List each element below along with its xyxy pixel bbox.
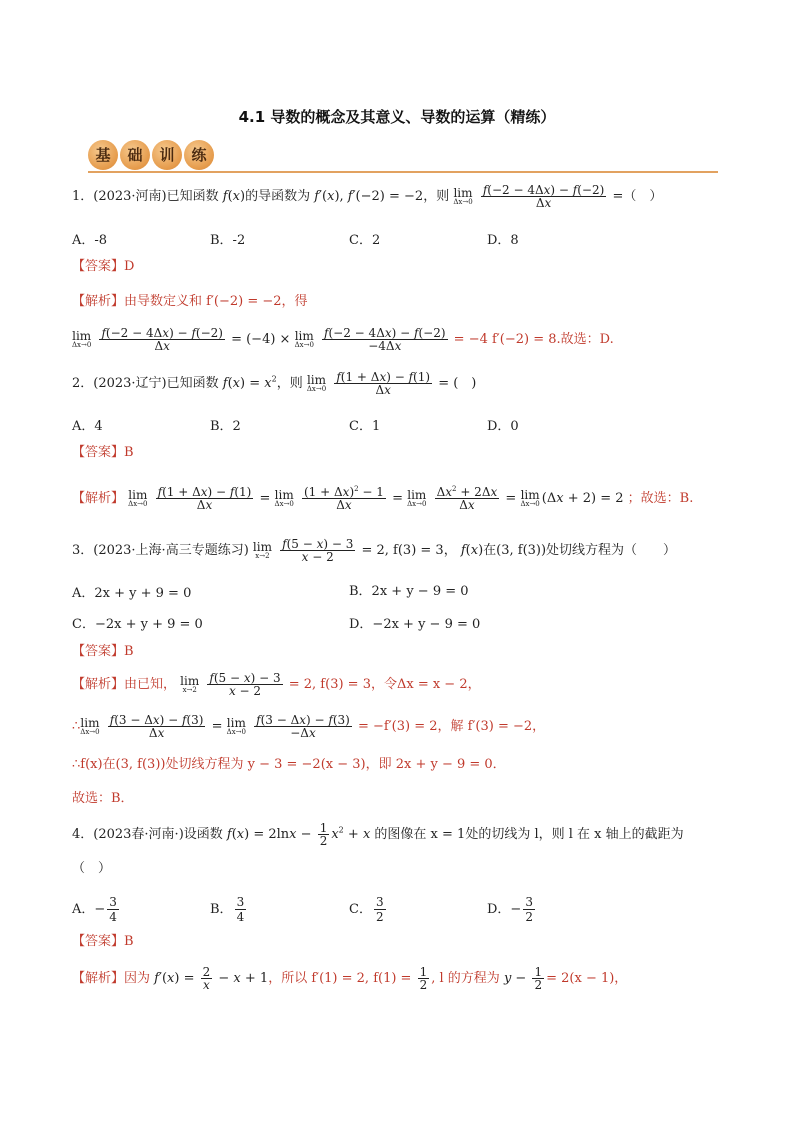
q3-analysis-1b: = 2, f(3) = 3，令Δx = x − 2， xyxy=(288,677,481,692)
q1-option-b: B．-2 xyxy=(210,233,246,248)
q4-option-b xyxy=(210,895,248,924)
section-badge-4: 练 xyxy=(184,140,214,170)
q4-analysis-c: , l 的方程为 xyxy=(431,971,500,986)
q4-option-b-numerator: 3 xyxy=(236,895,245,909)
q2-analysis: 【解析】 lim Δx→0 $\frac{f(1 + \Delta x) - f(1)}{\Delta x}$ = lim Δx→0 $\frac{(1 + \Delta x)^2 - 1}{\Delta x}$ = lim Δx→0 $\frac{\Delta x^2 + 2\Delta x}{\Delta x}$ = lim Δx→0 (Δx + 2) = 2 ；故选：B. xyxy=(72,485,694,512)
q1-stem-text-c: ，则 xyxy=(423,189,450,204)
q2-analysis-label: 【解析】 xyxy=(72,491,125,506)
q4-option-a-numerator: 3 xyxy=(109,895,117,909)
q4-option-c-numerator: 3 xyxy=(375,895,384,909)
q1-stem-text-b: 的导函数为 xyxy=(245,189,311,204)
q3-option-d: D．−2x + y − 9 = 0 xyxy=(349,617,481,632)
q2-stem-text-a: 2．(2023·辽宁)已知函数 xyxy=(72,376,219,391)
q4-analysis: 【解析】因为 f′(x) = $\frac{2}{x}$ − x + 1，所以 f′(1) = 2, f(1) = $\frac{1}{2}$ , l 的方程为 y − $\frac{1}{2}$ = 2(x − 1)， xyxy=(72,965,628,992)
q3-analysis-line2: ∴ lim Δx→0 $\frac{f(3 - \Delta x) - f(3)}{\Delta x}$ = lim Δx→0 $\frac{f(3 - \Delta x) - f(3)}{-\Delta x}$ = −f′(3) = 2，解 f′(3) = −2， xyxy=(72,713,546,740)
q1-analysis-equation: lim Δx→0 $\frac{f(-2 - 4\Delta x) - f(-2)}{\Delta x}$ = (−4) × lim Δx→0 $\frac{f(-2 - 4\Delta x) - f(-2)}{-4\Delta x}$ = −4 f′(−2) = 8.故选：D. xyxy=(72,326,614,353)
q3-option-a: A．2x + y + 9 = 0 xyxy=(72,586,192,601)
q2-option-c: C．1 xyxy=(349,419,381,434)
section-badge-1: 基 xyxy=(88,140,118,170)
q4-option-d-label: D．− xyxy=(487,902,522,917)
q3-stem-text-b: = 2, f(3) = 3， xyxy=(361,543,457,558)
q3-option-b: B．2x + y − 9 = 0 xyxy=(349,584,469,599)
q1-analysis-intro xyxy=(72,295,308,308)
q1-analysis-equation-end: = −4 f′(−2) = 8.故选：D. xyxy=(453,332,614,347)
q4-option-b-label: B． xyxy=(210,902,233,917)
q3-conclusion: 故选：B． xyxy=(72,791,134,806)
q3-stem-text-a: 3．(2023·上海·高三专题练习) xyxy=(72,543,249,558)
section-badge-3: 训 xyxy=(152,140,182,170)
q2-answer: 【答案】B xyxy=(72,445,134,460)
q3-answer: 【答案】B xyxy=(72,644,134,659)
q4-option-c xyxy=(349,895,388,924)
q3-option-c: C．−2x + y + 9 = 0 xyxy=(72,617,203,632)
q4-stem: 4．(2023春·河南·)设函数 f(x) = 2lnx − $\frac{1}{2}$ $x^2 + x$ 的图像在 x = 1处的切线为 l，则 l 在 x 轴上的截距为 xyxy=(72,821,684,848)
q4-option-c-label: C． xyxy=(349,902,372,917)
q1-option-d: D．8 xyxy=(487,233,519,248)
page-title: 4.1 导数的概念及其意义、导数的运算（精练） xyxy=(238,108,556,126)
q4-analysis-b: ，所以 f′(1) = 2, f(1) = xyxy=(268,971,412,986)
q1-option-c: C．2 xyxy=(349,233,381,248)
q2-stem: 2．(2023·辽宁)已知函数 $f(x) = x^2$，则 lim Δx→0 $\frac{f(1 + \Delta x) - f(1)}{\Delta x}$ = ( ) xyxy=(72,370,477,397)
q4-option-b-denominator: 4 xyxy=(236,910,245,924)
section-header-basic-training xyxy=(88,140,218,172)
q3-analysis-line1: 【解析】由已知， lim x→2 $\frac{f(5 - x) - 3}{x - 2}$ = 2, f(3) = 3，令Δx = x − 2， xyxy=(72,671,481,698)
q4-option-d-denominator: 2 xyxy=(525,910,533,924)
q3-analysis-label: 【解析】 xyxy=(72,677,125,692)
q2-analysis-end: ；故选：B. xyxy=(627,491,694,506)
q1-analysis-label: 【解析】 xyxy=(72,294,125,309)
q1-stem: 1．(2023·河南)已知函数 f(x)的导函数为 f′(x), f′(−2) = −2，则 lim Δx→0 $\frac{f(-2 - 4\Delta x) - f(-2)}{\Delta x}$ =（ ） xyxy=(72,183,663,210)
q4-option-d xyxy=(487,895,537,924)
q3-analysis-line3: ∴f(x)在(3, f(3))处切线方程为 y − 3 = −2(x − 3)，即 2x + y − 9 = 0． xyxy=(72,757,506,772)
q1-option-a: A．-8 xyxy=(72,233,108,248)
q4-analysis-a: 因为 xyxy=(124,971,151,986)
q4-analysis-d: = 2(x − 1)， xyxy=(546,971,628,986)
q4-stem-text-b: 的图像在 x = 1处的切线为 l，则 l 在 x 轴上的截距为 xyxy=(374,827,684,842)
q3-analysis-1a: 由已知， xyxy=(124,677,177,692)
q4-stem-paren: （ ） xyxy=(72,861,112,876)
q4-option-a-denominator: 4 xyxy=(109,910,117,924)
q4-stem-text-a: 4．(2023春·河南·)设函数 xyxy=(72,827,223,842)
q4-answer: 【答案】B xyxy=(72,934,134,949)
q1-analysis-text: 由导数定义和 f′(−2) = −2，得 xyxy=(124,294,308,309)
q2-stem-end: = ( ) xyxy=(438,376,477,391)
q4-option-a-label: A．− xyxy=(72,902,106,917)
q1-stem-end: =（ ） xyxy=(612,189,663,204)
q4-analysis-label: 【解析】 xyxy=(72,971,125,986)
q4-option-d-numerator: 3 xyxy=(525,895,533,909)
q2-option-a: A．4 xyxy=(72,419,103,434)
q3-analysis-2-end: = −f′(3) = 2，解 f′(3) = −2， xyxy=(358,719,546,734)
q3-stem: 3．(2023·上海·高三专题练习) lim x→2 $\frac{f(5 - x) - 3}{x - 2}$ = 2, f(3) = 3， f(x)在(3, f(3))处切线方程为（ ） xyxy=(72,537,677,564)
q2-stem-text-b: ，则 xyxy=(276,376,303,391)
section-divider xyxy=(88,171,718,173)
q1-stem-text-a: 1．(2023·河南)已知函数 xyxy=(72,189,219,204)
section-badge-2: 础 xyxy=(120,140,150,170)
q3-stem-text-c: 在(3, f(3))处切线方程为（ ） xyxy=(483,543,677,558)
q1-answer: 【答案】D xyxy=(72,259,135,274)
q2-option-d: D．0 xyxy=(487,419,519,434)
q4-option-c-denominator: 2 xyxy=(375,910,384,924)
q4-option-a xyxy=(72,895,121,924)
q2-option-b: B．2 xyxy=(210,419,241,434)
